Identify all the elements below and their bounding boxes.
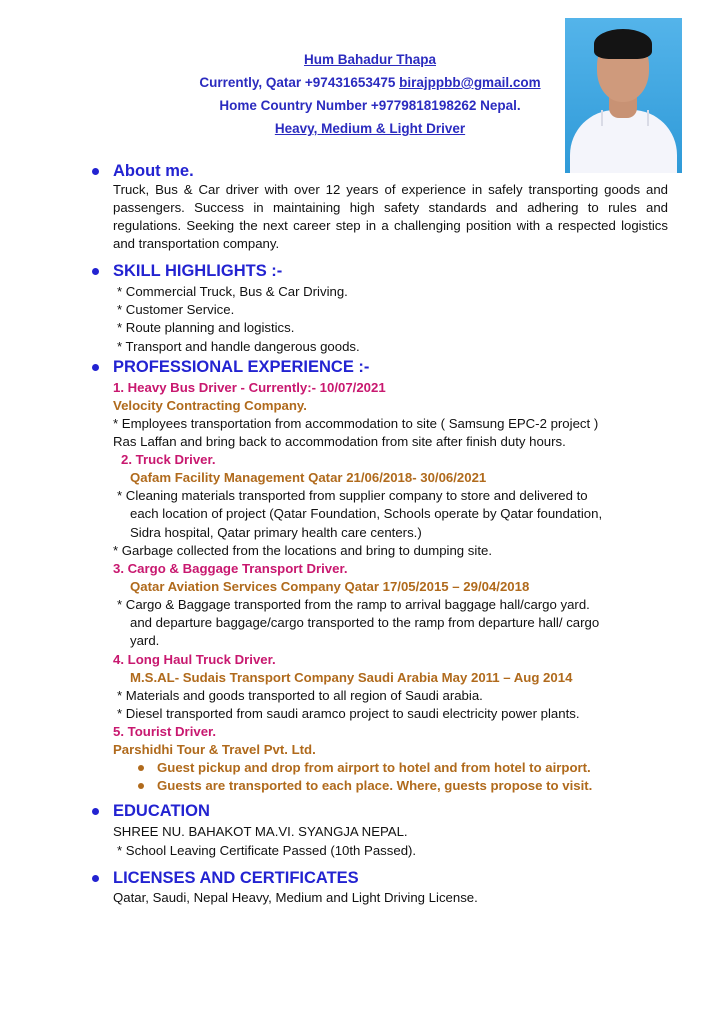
job4-detail: * Diesel transported from saudi aramco project to saudi electricity power plants. — [117, 706, 580, 721]
licenses-text: Qatar, Saudi, Nepal Heavy, Medium and Light Driving License. — [113, 890, 478, 905]
job2-company: Qafam Facility Management Qatar 21/06/2018- 30/06/2021 — [130, 470, 487, 485]
experience-title: PROFESSIONAL EXPERIENCE :- — [113, 358, 370, 376]
candidate-name: Hum Bahadur Thapa — [303, 52, 436, 67]
about-bullet-icon — [92, 168, 99, 175]
job2-detail: Sidra hospital, Qatar primary health care centers.) — [130, 525, 422, 540]
skill-item: * Customer Service. — [117, 302, 235, 317]
job4-title: 4. Long Haul Truck Driver. — [113, 652, 276, 667]
job3-detail: and departure baggage/cargo transported to the ramp from departure hall/ cargo — [130, 615, 600, 630]
job1-detail: Ras Laffan and bring back to accommodation from site after finish duty hours. — [113, 434, 566, 449]
licenses-title: LICENSES AND CERTIFICATES — [113, 869, 359, 887]
skill-item: * Commercial Truck, Bus & Car Driving. — [117, 284, 348, 299]
current-contact — [140, 71, 600, 94]
job1-company: Velocity Contracting Company. — [113, 398, 307, 413]
job1-title: 1. Heavy Bus Driver - Currently:- 10/07/2021 — [113, 380, 386, 395]
job4-company: M.S.AL- Sudais Transport Company Saudi Arabia May 2011 – Aug 2014 — [130, 670, 573, 685]
job2-title: 2. Truck Driver. — [121, 452, 216, 467]
skills-bullet-icon — [92, 268, 99, 275]
education-school: SHREE NU. BAHAKOT MA.VI. SYANGJA NEPAL. — [113, 824, 408, 839]
skill-item: * Route planning and logistics. — [117, 320, 295, 335]
job3-detail: yard. — [130, 633, 160, 648]
job4-detail: * Materials and goods transported to all region of Saudi arabia. — [117, 688, 483, 703]
job3-detail: * Cargo & Baggage transported from the ramp to arrival baggage hall/cargo yard. — [117, 597, 590, 612]
about-text: Truck, Bus & Car driver with over 12 years of experience in safely transporting goods and passengers. Success in maintaining high safety standards and adhering to rules and regulations. Seeking the next career step in a challenging position with a respected logistics and transportation company. — [113, 182, 668, 251]
job5-title: 5. Tourist Driver. — [113, 724, 217, 739]
job5-detail: Guests are transported to each place. Where, guests propose to visit. — [157, 778, 593, 793]
job2-detail: * Cleaning materials transported from supplier company to store and delivered to — [117, 488, 588, 503]
job2-detail: each location of project (Qatar Foundation, Schools operate by Qatar foundation, — [130, 506, 603, 521]
job3-company: Qatar Aviation Services Company Qatar 17/05/2015 – 29/04/2018 — [130, 579, 530, 594]
about-title: About me. — [113, 162, 194, 180]
job5-detail: Guest pickup and drop from airport to hotel and from hotel to airport. — [157, 760, 591, 775]
profile-photo — [565, 18, 682, 173]
licenses-bullet-icon — [92, 875, 99, 882]
education-bullet-icon — [92, 808, 99, 815]
job5-bullet-icon — [138, 765, 144, 771]
job1-detail: * Employees transportation from accommodation to site ( Samsung EPC-2 project ) — [113, 416, 599, 431]
job5-company: Parshidhi Tour & Travel Pvt. Ltd. — [113, 742, 316, 757]
current-phone: Currently, Qatar +97431653475 — [199, 75, 400, 90]
skill-item: * Transport and handle dangerous goods. — [117, 339, 360, 354]
job2-detail: * Garbage collected from the locations and bring to dumping site. — [113, 543, 492, 558]
home-country-number: Home Country Number +9779818198262 Nepal. — [219, 98, 521, 113]
skills-title: SKILL HIGHLIGHTS :- — [113, 262, 283, 280]
education-title: EDUCATION — [113, 802, 210, 820]
experience-bullet-icon — [92, 364, 99, 371]
email-link[interactable]: birajppbb@gmail.com — [399, 75, 541, 90]
driver-role: Heavy, Medium & Light Driver — [274, 121, 466, 136]
job3-title: 3. Cargo & Baggage Transport Driver. — [113, 561, 348, 576]
job5-bullet-icon — [138, 783, 144, 789]
resume-header — [140, 48, 600, 140]
education-detail: * School Leaving Certificate Passed (10th Passed). — [117, 843, 417, 858]
